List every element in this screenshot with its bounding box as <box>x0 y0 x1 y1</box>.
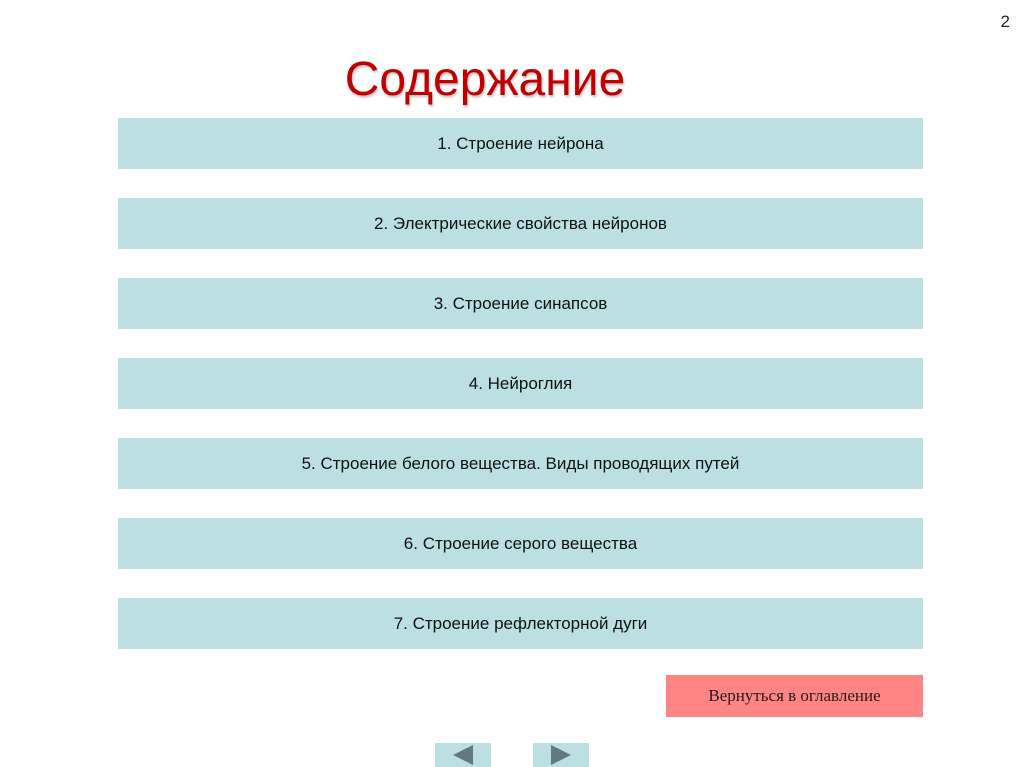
triangle-left-icon <box>453 745 473 765</box>
toc-item-2[interactable]: 2. Электрические свойства нейронов <box>118 198 923 249</box>
toc-item-7[interactable]: 7. Строение рефлекторной дуги <box>118 598 923 649</box>
page-title: Содержание <box>344 53 626 106</box>
toc-item-4[interactable]: 4. Нейроглия <box>118 358 923 409</box>
triangle-right-icon <box>551 745 571 765</box>
previous-slide-button[interactable] <box>435 743 491 767</box>
page-number: 2 <box>1000 12 1010 31</box>
toc-item-6[interactable]: 6. Строение серого вещества <box>118 518 923 569</box>
toc-item-1[interactable]: 1. Строение нейрона <box>118 118 923 169</box>
toc-item-3[interactable]: 3. Строение синапсов <box>118 278 923 329</box>
back-to-contents-button[interactable]: Вернуться в оглавление <box>666 675 923 717</box>
toc-item-5[interactable]: 5. Строение белого вещества. Виды проводящих путей <box>118 438 923 489</box>
next-slide-button[interactable] <box>533 743 589 767</box>
